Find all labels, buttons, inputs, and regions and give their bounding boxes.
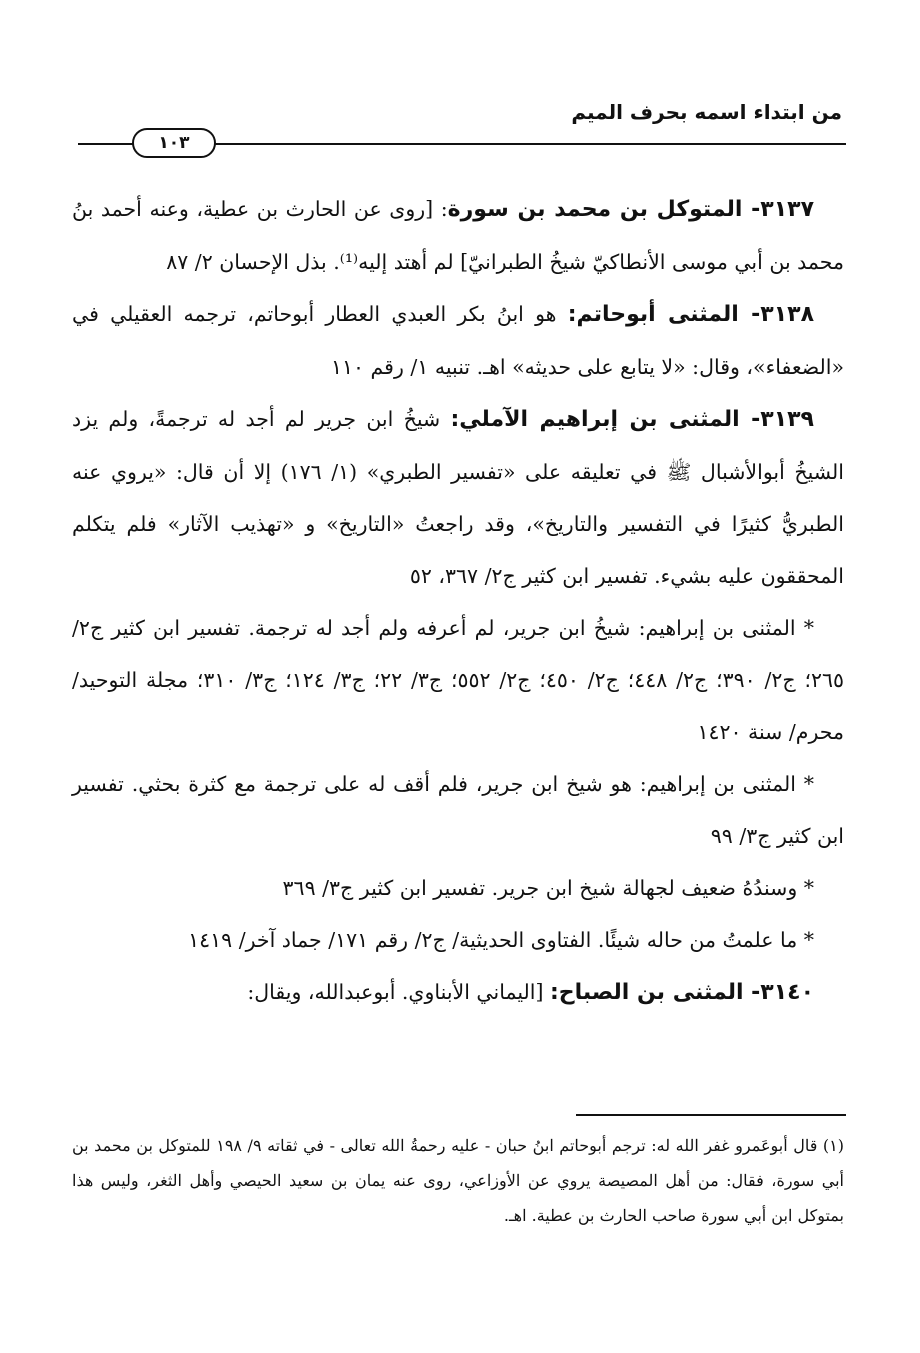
entry-lead: ٣١٣٧- المتوكل بن محمد بن سورة [447, 197, 815, 222]
page-number-frame [132, 128, 216, 158]
note-paragraph [72, 602, 844, 758]
entry-3137 [72, 183, 844, 288]
entry-text: : [روى عن الحارث بن عطية، وعنه أحمد بنُ محمد بن أبي موسى الأنطاكيّ شيخُ الطبرانيّ] لم أهتد إليه⁽¹⁾. بذل الإحسان ٢/ ٨٧ [72, 197, 844, 274]
entry-text: [اليماني الأبناوي. أبوعبدالله، ويقال: [247, 980, 550, 1004]
main-text [72, 183, 844, 1019]
note-paragraph [72, 758, 844, 862]
note-text: * وسندُهُ ضعيف لجهالة شيخ ابن جرير. تفسير ابن كثير ج٣/ ٣٦٩ [282, 876, 814, 900]
note-text: * ما علمتُ من حاله شيئًا. الفتاوى الحديثية/ ج٢/ رقم ١٧١/ جماد آخر/ ١٤١٩ [188, 928, 814, 952]
footnote [72, 1128, 844, 1233]
footnote-text: (١) قال أبوعَمرو غفر الله له: ترجم أبوحاتم ابنُ حبان - عليه رحمةُ الله تعالى - في ثقاته ٩/ ١٩٨ للمتوكل بن محمد بن أبي سورة، فقال: من أهل المصيصة يروي عن الأوزاعي، روى عنه يمان بن سعيد الحيصي وأهل الثغر، وليس هذا بمتوكل ابن أبي سورة صاحب الحارث بن عطية. اهـ. [72, 1136, 845, 1225]
note-paragraph [72, 862, 844, 914]
entry-text: شيخُ ابن جرير لم أجد له ترجمةً، ولم يزد الشيخُ أبوالأشبال ﷺ في تعليقه على «تفسير الطبري» (١/ ١٧٦) إلا أن قال: «يروي عنه الطبريُّ كثيرًا في التفسير والتاريخ»، وقد راجعتُ «التاريخ» و «تهذيب الآثار» فلم يتكلم المحققون عليه بشيء. تفسير ابن كثير ج٢/ ٣٦٧، ٥٢ [72, 407, 845, 588]
entry-3139 [72, 393, 844, 602]
entry-3138 [72, 288, 844, 393]
entry-3140 [72, 966, 844, 1019]
entry-text: هو ابنُ بكر العبدي العطار أبوحاتم، ترجمه العقيلي في «الضعفاء»، وقال: «لا يتابع على حديثه» اهـ. تنبيه ١/ رقم ١١٠ [72, 302, 844, 379]
page-number: ١٠٣ [158, 133, 190, 153]
entry-lead: ٣١٣٩- المثنى بن إبراهيم الآملي: [450, 407, 814, 432]
note-paragraph [72, 914, 844, 966]
note-text: * المثنى بن إبراهيم: شيخُ ابن جرير، لم أعرفه ولم أجد له ترجمة. تفسير ابن كثير ج٢/ ٢٦٥؛ ج٢/ ٣٩٠؛ ج٢/ ٤٤٨؛ ج٢/ ٤٥٠؛ ج٢/ ٥٥٢؛ ج٣/ ٢٢؛ ج٣/ ١٢٤؛ ج٣/ ٣١٠؛ مجلة التوحيد/ محرم/ سنة ١٤٢٠ [72, 616, 845, 744]
note-text: * المثنى بن إبراهيم: هو شيخ ابن جرير، فلم أقف له على ترجمة مع كثرة بحثي. تفسير ابن كثير ج٣/ ٩٩ [72, 772, 844, 848]
entry-lead: ٣١٤٠- المثنى بن الصباح: [549, 980, 814, 1005]
entry-lead: ٣١٣٨- المثنى أبوحاتم: [567, 302, 815, 327]
footnote-rule [576, 1114, 846, 1116]
running-title: من ابتداء اسمه بحرف الميم [571, 100, 842, 124]
